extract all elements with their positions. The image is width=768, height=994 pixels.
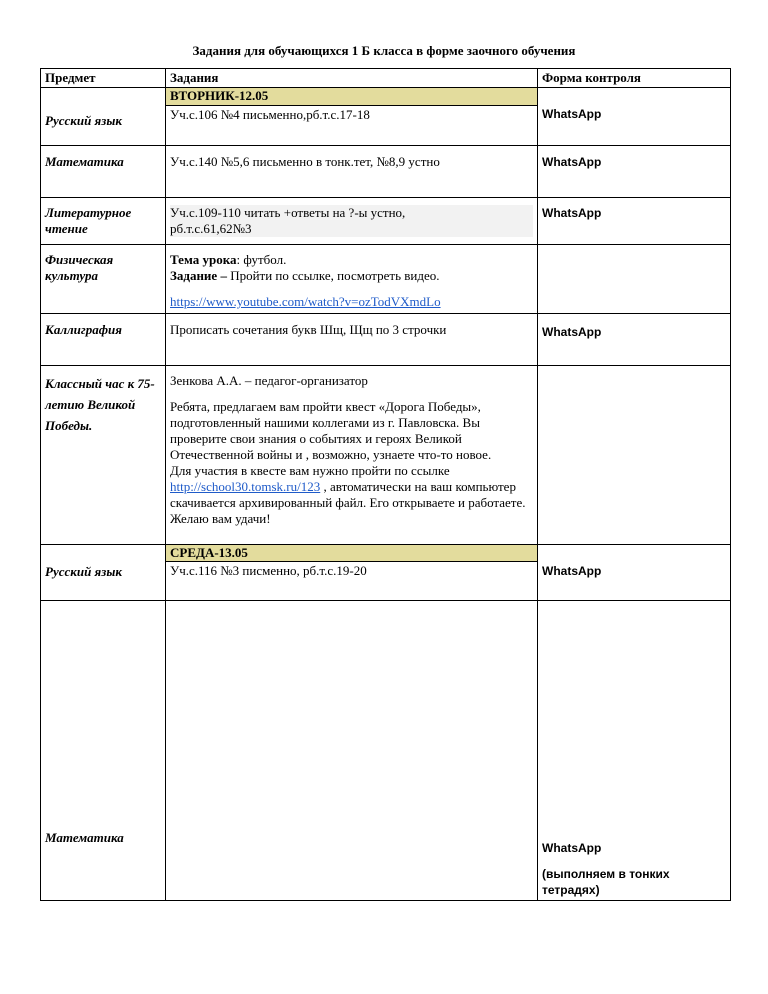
control-cell (538, 245, 731, 314)
task-label: Задание – (170, 268, 227, 283)
table-row (41, 146, 731, 198)
subject-cell: Классный час к 75-летию Великой Победы. (41, 366, 166, 545)
subject-label: Русский язык (45, 113, 122, 128)
subject-cell: Каллиграфия (41, 314, 166, 366)
table-row (41, 601, 731, 901)
subject-label: Русский язык (45, 564, 122, 579)
table-row (41, 88, 731, 106)
quest-link-text (170, 463, 533, 527)
quest-text: Ребята, предлагаем вам пройти квест «Дорога Победы», подготовленный нашими коллегами из г. Павловска. Вы проверите свои знания о событиях и героях Великой Отечественной войны и , возможно, узнаете что-то новое. (170, 399, 492, 462)
subject-cell: Математика (41, 146, 166, 198)
control-cell (538, 366, 731, 545)
subject-cell: Физическая культура (41, 245, 166, 314)
task-cell: Уч.с.106 №4 письменно,рб.т.с.17-18 (166, 105, 538, 145)
document-title: Задания для обучающихся 1 Б класса в форме заочного обучения (192, 43, 576, 58)
control-note: (выполняем в тонких тетрадях) (542, 867, 670, 897)
assignments-table (40, 68, 731, 901)
table-row (41, 366, 731, 545)
task-cell (166, 198, 538, 245)
subject-cell (41, 88, 166, 146)
control-value: WhatsApp (542, 841, 602, 855)
task-cell (166, 601, 538, 901)
quest-link-intro: Для участия в квесте вам нужно пройти по ссылке (170, 463, 450, 478)
author-line: Зенкова А.А. – педагог-организатор (170, 373, 368, 388)
control-cell: WhatsApp (538, 146, 731, 198)
control-cell: WhatsApp (538, 88, 731, 146)
day-header-wednesday: СРЕДА-13.05 (166, 545, 538, 562)
task-line: Уч.с.109-110 читать +ответы на ?-ы устно, (170, 205, 533, 221)
quest-link-outro: , автоматически на ваш компьютер скачивается архивированный файл. Его открываете и работаете. Желаю вам удачи! (170, 479, 526, 526)
control-cell (538, 601, 731, 901)
table-row (41, 245, 731, 314)
header-control: Форма контроля (538, 69, 731, 88)
table-row (41, 545, 731, 562)
table-header-row (41, 69, 731, 88)
task-cell: Уч.с.140 №5,6 письменно в тонк.тет, №8,9 устно (166, 146, 538, 198)
quest-link[interactable]: http://school30.tomsk.ru/123 (170, 479, 321, 494)
control-cell: WhatsApp (538, 545, 731, 601)
task-cell (166, 245, 538, 314)
control-cell: WhatsApp (538, 314, 731, 366)
task-cell: Прописать сочетания букв Шщ, Щщ по 3 строчки (166, 314, 538, 366)
task-line: рб.т.с.61,62№3 (170, 221, 533, 237)
table-row (41, 314, 731, 366)
subject-cell: Математика (41, 601, 166, 901)
topic-line (170, 252, 533, 268)
task-cell: Уч.с.116 №3 писменно, рб.т.с.19-20 (166, 562, 538, 601)
topic-label: Тема урока (170, 252, 237, 267)
header-tasks: Задания (166, 69, 538, 88)
task-cell (166, 366, 538, 545)
topic-value: : футбол. (236, 252, 287, 267)
task-line (170, 268, 533, 284)
control-cell: WhatsApp (538, 198, 731, 245)
subject-cell: Литературное чтение (41, 198, 166, 245)
video-link[interactable]: https://www.youtube.com/watch?v=ozTodVXmdLo (170, 294, 441, 309)
day-header-tuesday: ВТОРНИК-12.05 (166, 88, 538, 106)
header-subject: Предмет (41, 69, 166, 88)
task-value: Пройти по ссылке, посмотреть видео. (226, 268, 440, 283)
table-row (41, 198, 731, 245)
subject-cell (41, 545, 166, 601)
